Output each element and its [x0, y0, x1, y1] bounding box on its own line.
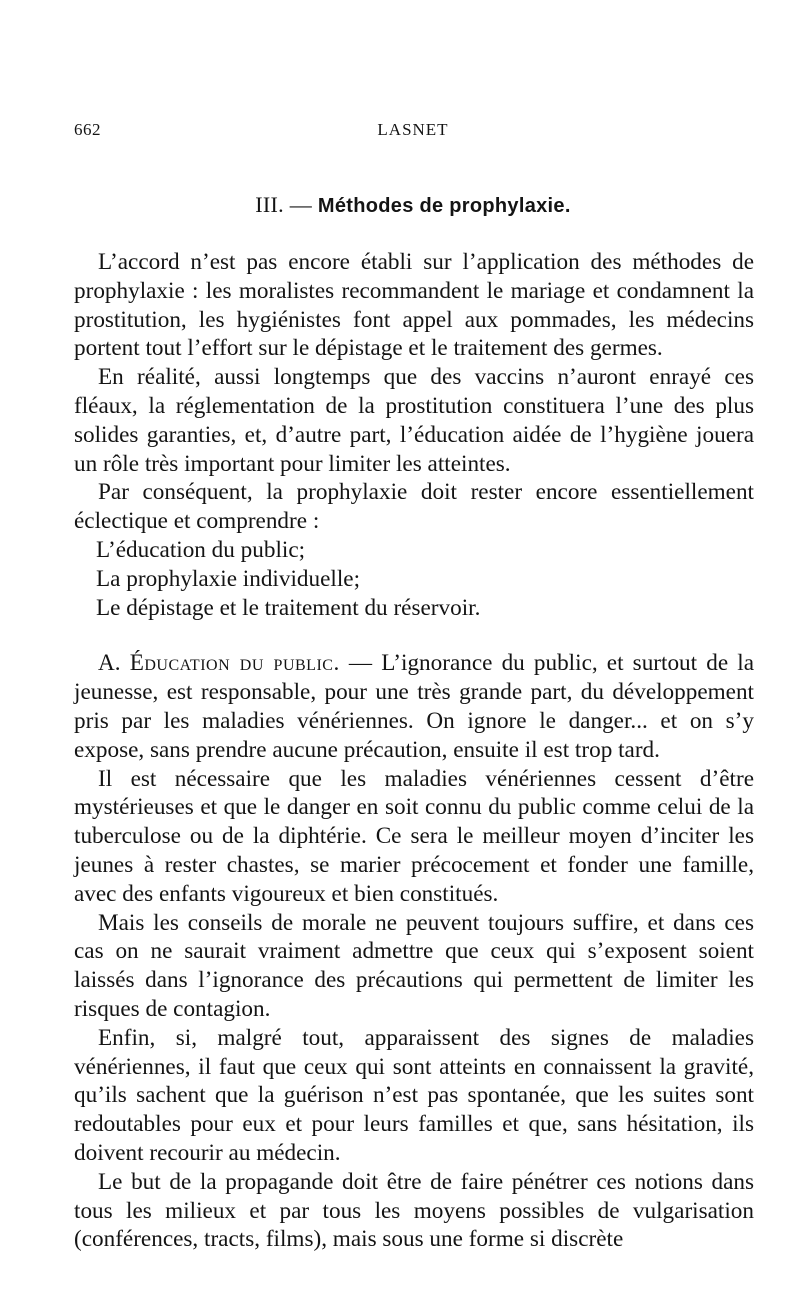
paragraph: Mais les conseils de morale ne peuvent toujours suffire, et dans ces cas on ne saurait vraiment admettre que ceux qui s’exposent soient laissés dans l’ignorance des précautions qui permettent de limiter les risques de contagion. — [74, 909, 754, 1022]
paragraph: En réalité, aussi longtemps que des vaccins n’auront enrayé ces fléaux, la réglementation de la prostitution constituera l’une des plus solides garanties, et, d’autre part, l’éducation aidée de l’hygiène jouera un rôle très important pour limiter les atteintes. — [74, 364, 754, 477]
subsection-paragraph — [74, 649, 754, 764]
body-text — [74, 248, 754, 1254]
subsection-dash: — — [348, 650, 373, 677]
paragraph: L’accord n’est pas encore établi sur l’application des méthodes de prophylaxie : les moralistes recommandent le mariage et condamnent la prostitution, les hygiénistes font appel aux pommades, les médecins portent tout l’effort sur le dépistage et le traitement des germes. — [74, 249, 754, 362]
list-item: La prophylaxie individuelle; — [96, 565, 361, 592]
list-item: Le dépistage et le traitement du réservoir. — [96, 594, 481, 621]
subsection-title: Éducation du public. — [129, 650, 340, 677]
subsection-lead-text: L’ignorance du public, et surtout de la jeunesse, est responsable, pour une très grande part, du développement pris par les maladies vénériennes. On ignore le danger... et on s’y expose, sans prendre aucune précaution, ensuite il est trop tard. — [74, 650, 755, 763]
running-title: LASNET — [377, 120, 449, 139]
running-head — [74, 120, 752, 144]
list-item: L’éducation du public; — [96, 536, 306, 563]
paragraph: Il est nécessaire que les maladies vénériennes cessent d’être mystérieuses et que le danger en soit connu du public comme celui de la tuberculose ou de la diphtérie. Ce sera le meilleur moyen d’inciter les jeunes à rester chastes, se marier précocement et fonder une famille, avec des enfants vigoureux et bien constitués. — [74, 765, 754, 907]
section-number: III. — — [255, 192, 313, 217]
section-title: Méthodes de prophylaxie. — [317, 195, 571, 217]
paragraph: Enfin, si, malgré tout, apparaissent des signes de maladies vénériennes, il faut que ceux qui sont atteints en connaissent la gravité, qu’ils sachent que la guérison n’est pas spontanée, que les suites sont redoutables pour eux et pour leurs familles et que, sans hésitation, ils doivent recourir au médecin. — [74, 1024, 754, 1166]
subsection-label: A. — [98, 650, 121, 677]
paragraph: Le but de la propagande doit être de faire pénétrer ces notions dans tous les milieux et par tous les moyens possibles de vulgarisation (conférences, tracts, films), mais sous une forme si discrète — [74, 1168, 754, 1253]
section-heading — [74, 192, 752, 218]
page-number: 662 — [74, 120, 101, 139]
paragraph: Par conséquent, la prophylaxie doit rester encore essentiellement éclectique et comprendre : — [74, 479, 754, 535]
